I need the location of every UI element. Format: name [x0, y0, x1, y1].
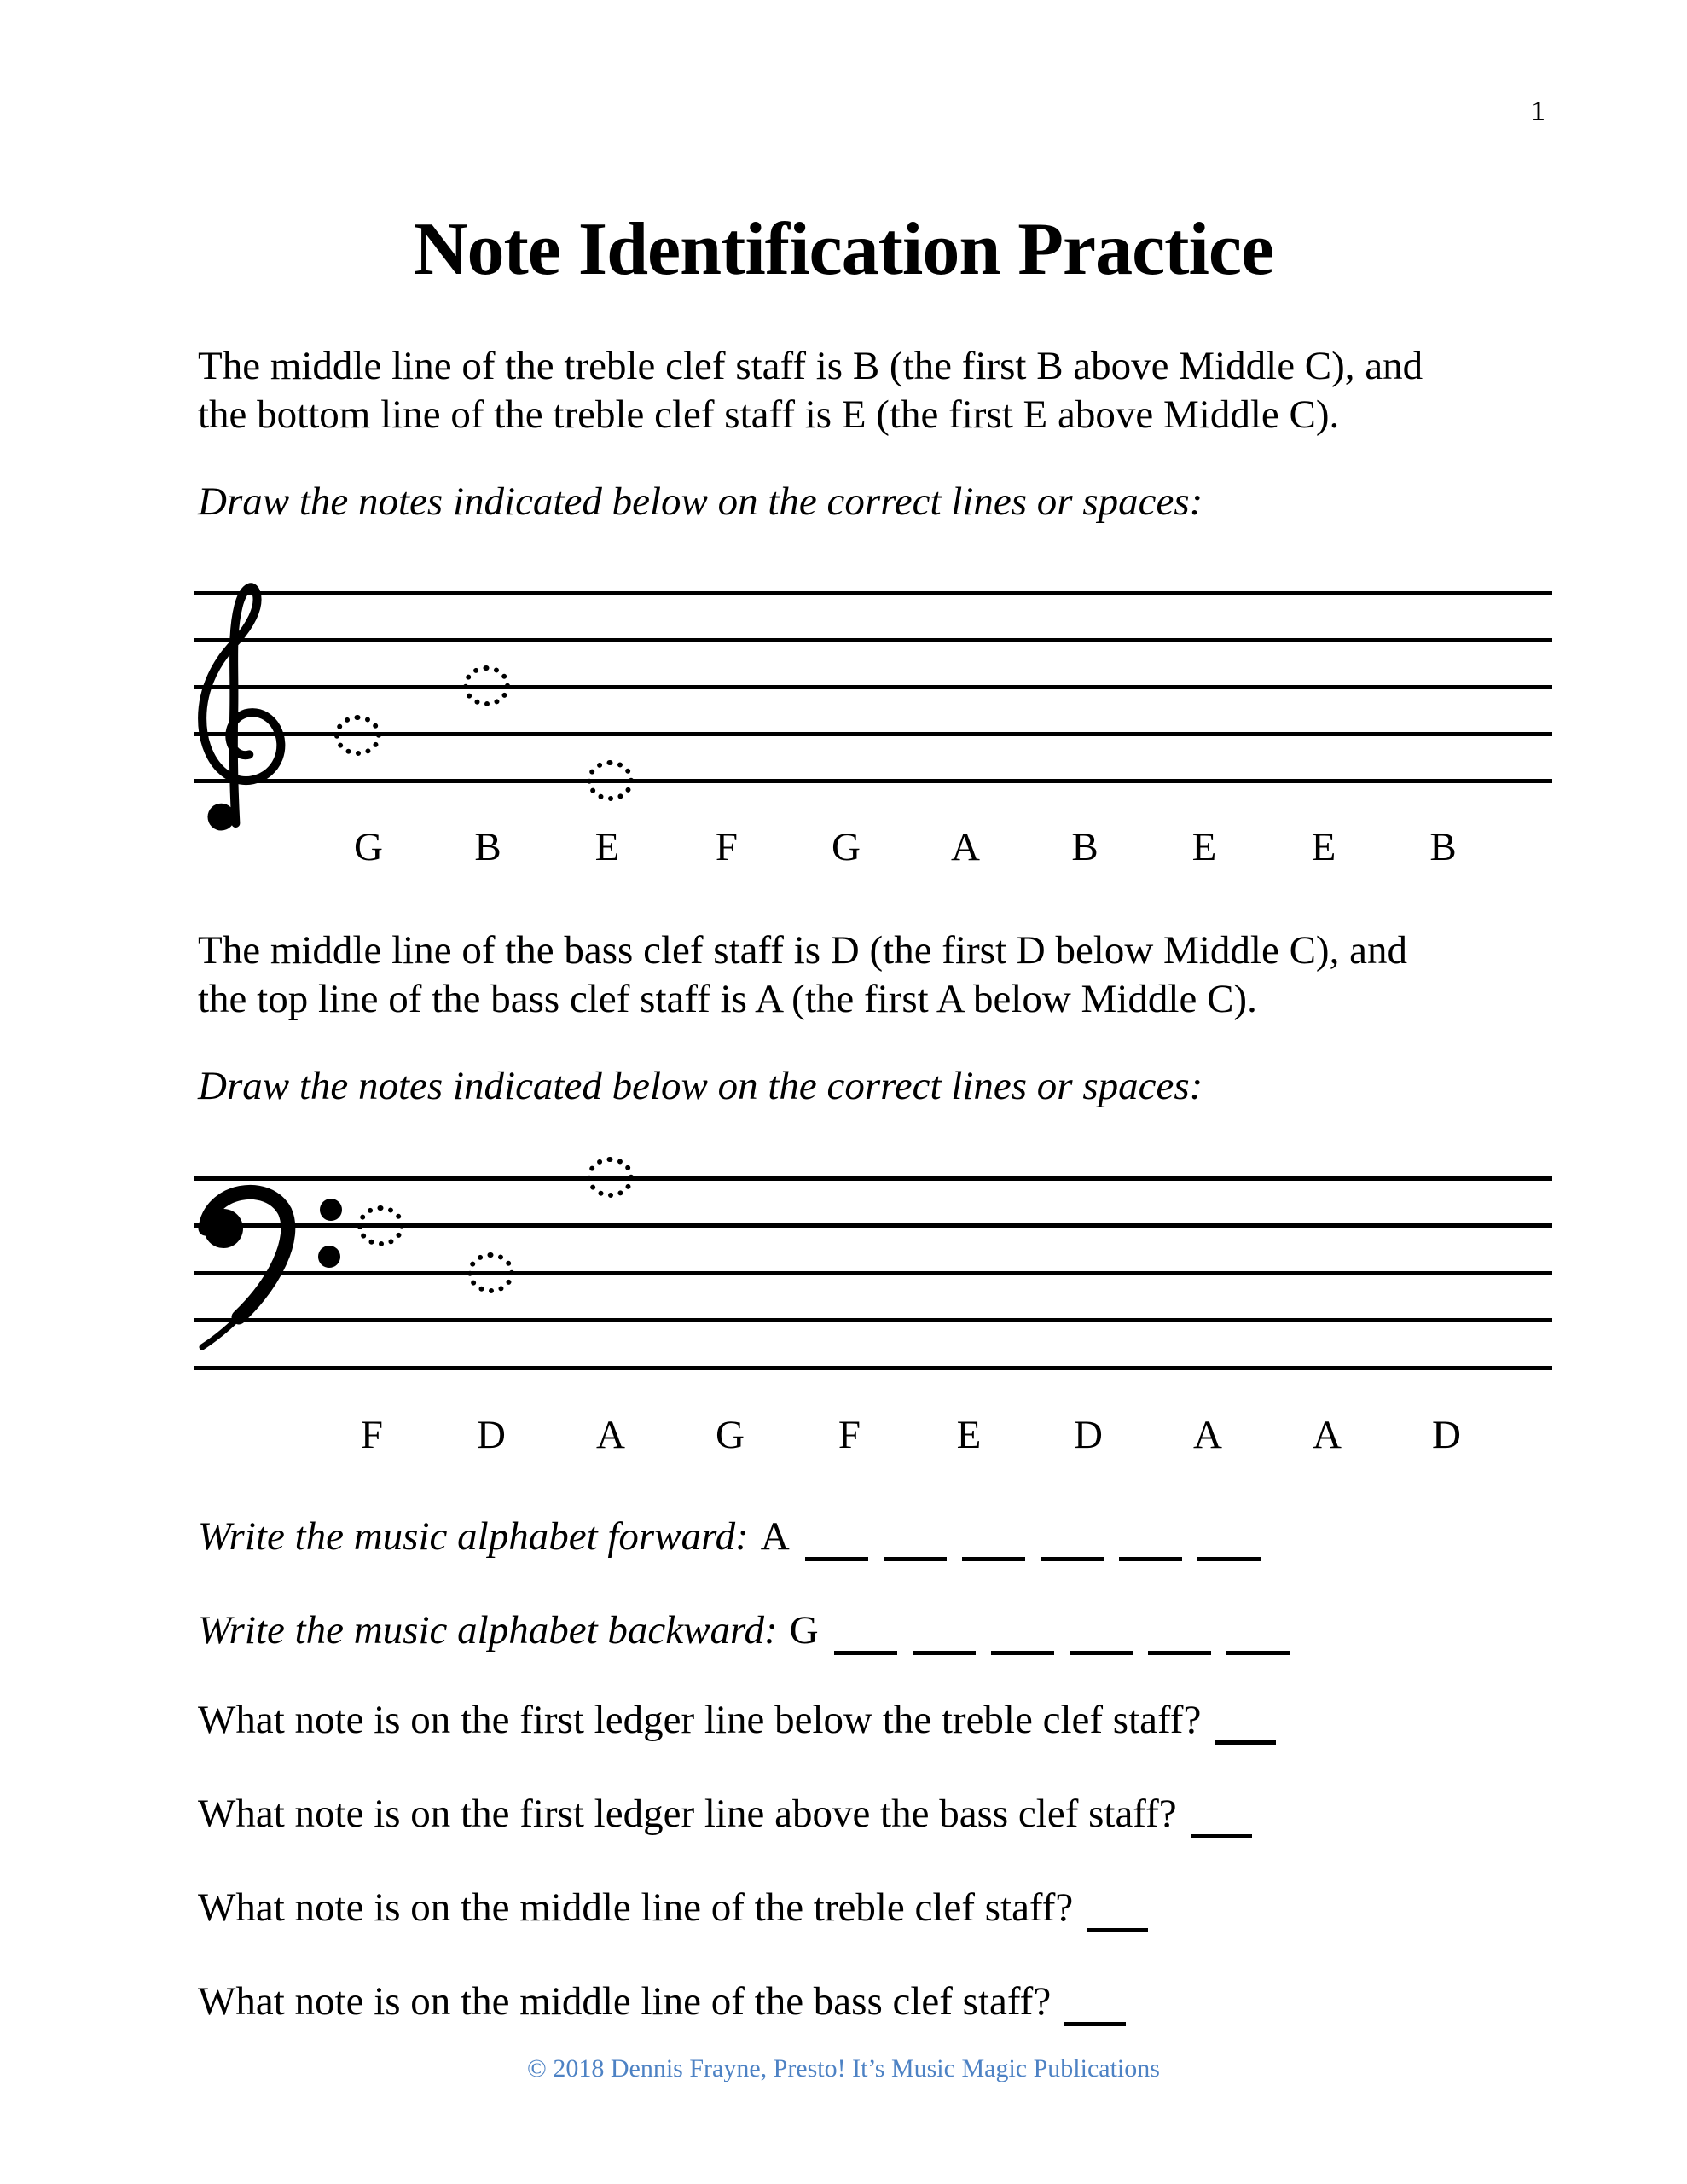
answer-blank[interactable] — [1191, 1834, 1252, 1838]
question-text: What note is on the middle line of the bass clef staff? — [198, 1979, 1052, 2024]
note-letter: A — [951, 825, 980, 869]
note-letter: A — [1313, 1413, 1342, 1457]
question-line — [198, 1885, 1648, 1932]
treble-clef-icon — [189, 566, 302, 838]
alphabet-forward-start-letter: A — [760, 1514, 790, 1559]
answer-blank[interactable] — [1197, 1557, 1261, 1561]
question-line — [198, 1794, 1648, 1838]
bass-clef-icon — [191, 1172, 346, 1356]
question-text: What note is on the middle line of the treble clef staff? — [198, 1885, 1074, 1930]
answer-blank[interactable] — [1070, 1651, 1133, 1655]
note-letter: B — [1071, 825, 1099, 869]
answer-blank[interactable] — [1064, 2022, 1126, 2026]
bass-instruction: Draw the notes indicated below on the correct lines or spaces: — [198, 1064, 1203, 1108]
note-letter: E — [1191, 825, 1217, 869]
answer-blank[interactable] — [884, 1557, 947, 1561]
staff-line — [194, 591, 1552, 595]
answer-blank[interactable] — [991, 1651, 1054, 1655]
example-note-circle-B[interactable] — [463, 665, 510, 706]
note-letter: B — [474, 825, 501, 869]
paragraph-line: The middle line of the bass clef staff is D (the first D below Middle C), and — [198, 928, 1407, 973]
alphabet-backward-start-letter: G — [789, 1608, 819, 1653]
treble-description — [198, 342, 1597, 439]
answer-blank[interactable] — [1119, 1557, 1182, 1561]
alphabet-forward-blanks — [790, 1514, 1261, 1559]
note-letter: F — [360, 1413, 384, 1457]
alphabet-backward-exercise — [198, 1608, 1597, 1655]
example-note-circle-D[interactable] — [467, 1252, 514, 1293]
note-letter: E — [1311, 825, 1336, 869]
question-line — [198, 1700, 1648, 1745]
staff-line — [194, 732, 1552, 736]
note-letter: A — [596, 1413, 625, 1457]
note-letter: G — [354, 825, 383, 869]
bass-note-letters — [312, 1415, 1506, 1455]
bass-description — [198, 926, 1597, 1024]
note-letter: E — [956, 1413, 982, 1457]
answer-blank[interactable] — [1087, 1928, 1148, 1932]
answer-blank[interactable] — [834, 1651, 897, 1655]
note-letter: A — [1193, 1413, 1222, 1457]
answer-blank[interactable] — [1041, 1557, 1104, 1561]
treble-note-letters — [309, 825, 1503, 869]
staff-line — [194, 685, 1552, 689]
alphabet-backward-blanks — [819, 1608, 1290, 1653]
staff-line — [194, 638, 1552, 642]
note-letter: D — [1432, 1413, 1461, 1457]
note-letter: B — [1429, 825, 1457, 869]
question-line — [198, 1979, 1648, 2026]
example-note-circle-E[interactable] — [587, 760, 634, 801]
answer-blank[interactable] — [1226, 1651, 1290, 1655]
note-letter: F — [838, 1413, 861, 1457]
paragraph-line: the top line of the bass clef staff is A (the first A below Middle C). — [198, 977, 1257, 1021]
note-letter: D — [477, 1413, 506, 1457]
copyright-footer: © 2018 Dennis Frayne, Presto! It’s Music Magic Publications — [527, 2054, 1160, 2082]
answer-blank[interactable] — [913, 1651, 976, 1655]
example-note-circle-G[interactable] — [334, 715, 381, 756]
note-letter: G — [832, 825, 861, 869]
answer-blank[interactable] — [962, 1557, 1025, 1561]
alphabet-forward-label: Write the music alphabet forward: — [198, 1514, 749, 1559]
staff-line — [194, 1271, 1552, 1275]
staff-line — [194, 1366, 1552, 1370]
answer-blank[interactable] — [805, 1557, 868, 1561]
alphabet-backward-label: Write the music alphabet backward: — [198, 1608, 778, 1653]
answer-blank[interactable] — [1215, 1740, 1276, 1745]
staff-line — [194, 779, 1552, 783]
answer-blank[interactable] — [1148, 1651, 1211, 1655]
question-text: What note is on the first ledger line above the bass clef staff? — [198, 1792, 1177, 1836]
paragraph-line: the bottom line of the treble clef staff is E (the first E above Middle C). — [198, 392, 1340, 437]
alphabet-forward-exercise — [198, 1514, 1597, 1561]
note-letter: E — [594, 825, 620, 869]
treble-instruction: Draw the notes indicated below on the correct lines or spaces: — [198, 479, 1203, 524]
example-note-circle-F[interactable] — [357, 1205, 404, 1246]
note-letter: D — [1074, 1413, 1103, 1457]
page-number: 1 — [1531, 96, 1545, 127]
note-letter: G — [716, 1413, 745, 1457]
example-note-circle-A[interactable] — [587, 1157, 634, 1198]
note-letter: F — [715, 825, 739, 869]
staff-line — [194, 1318, 1552, 1322]
question-list — [198, 1700, 1648, 2076]
staff-line — [194, 1176, 1552, 1181]
page-title: Note Identification Practice — [413, 208, 1274, 291]
paragraph-line: The middle line of the treble clef staff is B (the first B above Middle C), and — [198, 344, 1423, 388]
question-text: What note is on the first ledger line below the treble clef staff? — [198, 1698, 1202, 1742]
